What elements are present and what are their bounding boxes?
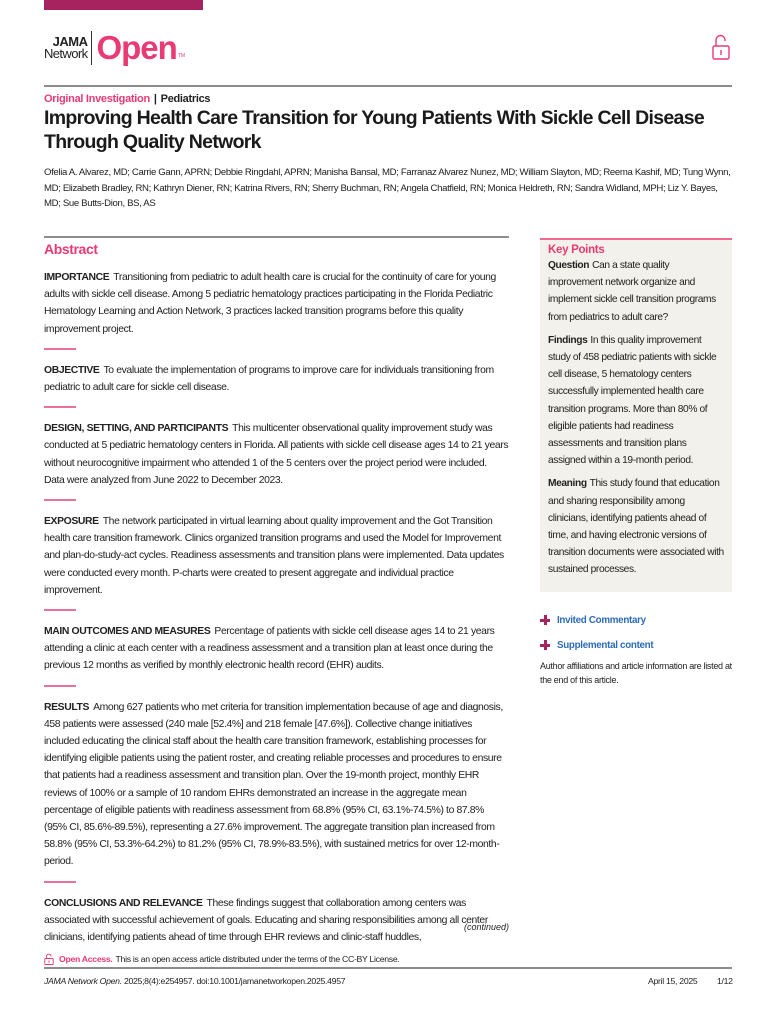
abstract-objective	[44, 362, 509, 396]
logo-jama-text: JAMA	[52, 34, 88, 49]
section-text: This multicenter observational quality improvement study was conducted at 5 pediatric hematology centers in Florida. All patients with sickle cell disease ages 14 to 21 years without neurocognitive impairment who attended 1 of the 5 centers over the project period were included. Data were analyzed from June 2022 to December 2023.	[44, 423, 509, 486]
open-access-label: Open Access.	[59, 954, 113, 964]
top-accent-bar	[44, 0, 203, 10]
section-divider	[44, 499, 76, 501]
open-access-notice	[44, 953, 399, 965]
citation-details: 2025;8(4):e254957. doi:10.1001/jamanetworkopen.2025.4957	[123, 976, 346, 986]
journal-logo	[44, 31, 185, 65]
key-point-text: In this quality improvement study of 458 pediatric patients with sickle cell disease, 5 hematology centers successfully implemented health care transition programs. More than 80% of eligible patients had readiness assessments and transition plans assigned within a 19-month period.	[548, 334, 717, 467]
key-point-meaning	[548, 475, 724, 578]
section-text: To evaluate the implementation of programs to improve care for individuals transitioning from pediatric to adult care for sickle cell disease.	[44, 364, 494, 394]
kicker-separator: |	[153, 93, 157, 105]
citation	[44, 976, 345, 986]
header-divider	[44, 85, 732, 87]
plus-icon	[540, 640, 550, 650]
abstract-conclusions	[44, 895, 509, 947]
link-label[interactable]: Invited Commentary	[557, 614, 646, 626]
section-text: The network participated in virtual learning about quality improvement and the Got Transition health care transition framework. Clinics organized transition programs and used the Model for Improvement and plan-do-study-act cycles. Readiness assessments and transition plans were implemented. Data updates were conducted every month. P-charts were created to present aggregate and individual practice improvement.	[44, 516, 504, 596]
key-point-heading: Findings	[548, 334, 588, 346]
key-point-question	[548, 257, 724, 326]
logo-divider	[91, 31, 92, 65]
section-divider	[44, 609, 76, 611]
footer-divider	[44, 967, 732, 969]
key-points-heading: Key Points	[548, 244, 605, 256]
supplemental-content-link[interactable]	[540, 637, 732, 653]
key-point-text: This study found that education and sharing responsibility among clinicians, identifying patients ahead of time, and having electronic versions of transition documents were associated with sustained processes.	[548, 478, 724, 576]
logo-jama-network	[44, 36, 87, 60]
author-list: Ofelia A. Alvarez, MD; Carrie Gann, APRN; Debbie Ringdahl, APRN; Manisha Bansal, MD; Farranaz Alvarez Nunez, MD; William Slayton, MD; Reema Kashif, MD; Tung Wynn, MD; Elizabeth Bradley, RN; Kathryn Diener, RN; Katrina Rivers, RN; Sherry Buchman, RN; Angela Chatfield, RN; Monica Heldreth, RN; Sandra Widland, MPH; Liz Y. Bayes, MD; Sue Butts-Dion, BS, AS	[44, 167, 731, 209]
key-point-text: Can a state quality improvement network organize and implement sickle cell transition programs from pediatrics to adult care?	[548, 260, 716, 323]
article-subject: Pediatrics	[160, 93, 211, 105]
key-point-heading: Question	[548, 260, 590, 271]
continued-note: (continued)	[463, 922, 509, 932]
journal-name: JAMA Network Open.	[44, 976, 122, 986]
key-point-findings	[548, 332, 724, 470]
abstract-results	[44, 699, 509, 871]
abstract-heading: Abstract	[44, 241, 98, 257]
sidebar-links	[540, 612, 732, 687]
abstract-section	[44, 236, 509, 946]
abstract-outcomes	[44, 623, 509, 675]
link-label[interactable]: Supplemental content	[557, 639, 654, 651]
abstract-top-rule	[44, 236, 509, 238]
invited-commentary-link[interactable]	[540, 612, 732, 628]
key-points-box	[540, 238, 732, 592]
logo-network-text: Network	[44, 46, 88, 61]
abstract-design	[44, 420, 509, 489]
section-heading: DESIGN, SETTING, AND PARTICIPANTS	[44, 423, 229, 435]
plus-icon	[540, 615, 550, 625]
key-point-heading: Meaning	[548, 478, 587, 490]
article-type: Original Investigation	[44, 93, 150, 105]
section-divider	[44, 406, 76, 408]
article-kicker	[44, 93, 210, 105]
section-heading: EXPOSURE	[44, 516, 99, 528]
section-text: Transitioning from pediatric to adult health care is crucial for the continuity of care for young adults with sickle cell disease. Among 5 pediatric hematology practices participating in the Florida Pediatric Hematology Learning and Action Network, 3 practices lacked transition programs before this quality improvement project.	[44, 272, 496, 335]
abstract-exposure	[44, 513, 509, 599]
section-divider	[44, 348, 76, 350]
logo-open-text: Open	[96, 29, 177, 66]
section-heading: OBJECTIVE	[44, 364, 100, 376]
affiliation-note: Author affiliations and article information are listed at the end of this article.	[540, 661, 732, 685]
article-title: Improving Health Care Transition for Young Patients With Sickle Cell Disease Through Quality Network	[44, 107, 704, 153]
section-heading: RESULTS	[44, 701, 90, 713]
logo-trademark: TM	[177, 53, 186, 59]
section-text: Percentage of patients with sickle cell disease ages 14 to 21 years attending a clinic at each center with a readiness assessment and a transition plan at least once during the previous 12 months as verified by monthly electronic health record (EHR) audits.	[44, 626, 495, 672]
open-lock-icon	[712, 34, 730, 60]
open-access-text: This is an open access article distributed under the terms of the CC-BY License.	[115, 954, 400, 964]
page-number: 1/12	[717, 976, 733, 986]
section-heading: CONCLUSIONS AND RELEVANCE	[44, 897, 203, 909]
section-text: Among 627 patients who met criteria for transition implementation because of age and diagnosis, 458 patients were assessed (240 male [52.4%] and 218 female [47.6%]). Collective change initiatives included educating the clinical staff about the health care transition framework, establishing processes for identifying eligible patients using the patient roster, and creating reliable processes and procedures to ensure that patients had a readiness assessment and transition plan. Over the 19-month project, monthly EHR reviews of 100% or a sample of 10 random EHRs demonstrated an increase in the aggregate mean percentage of eligible patients with readiness assessment from 68.8% (95% CI, 63.1%-74.5%) to 87.8% (95% CI, 85.6%-89.5%), representing a 27.6% improvement. The aggregate transition plan increased from 58.8% (95% CI, 53.3%-64.2%) to 81.2% (95% CI, 78.9%-83.5%), with sustained metrics for over 12-month-period.	[44, 701, 503, 868]
section-text: These findings suggest that collaboration among centers was associated with successful achievement of goals. Educating and sharing responsibilities among all center clinicians, identifying patients ahead of time through EHR reviews and clinic-staff huddles,	[44, 897, 488, 944]
publication-date: April 15, 2025	[648, 976, 698, 986]
section-divider	[44, 881, 76, 883]
section-heading: IMPORTANCE	[44, 272, 110, 283]
section-heading: MAIN OUTCOMES AND MEASURES	[44, 626, 211, 638]
section-divider	[44, 685, 76, 687]
abstract-importance	[44, 269, 509, 338]
open-lock-icon	[44, 953, 54, 965]
